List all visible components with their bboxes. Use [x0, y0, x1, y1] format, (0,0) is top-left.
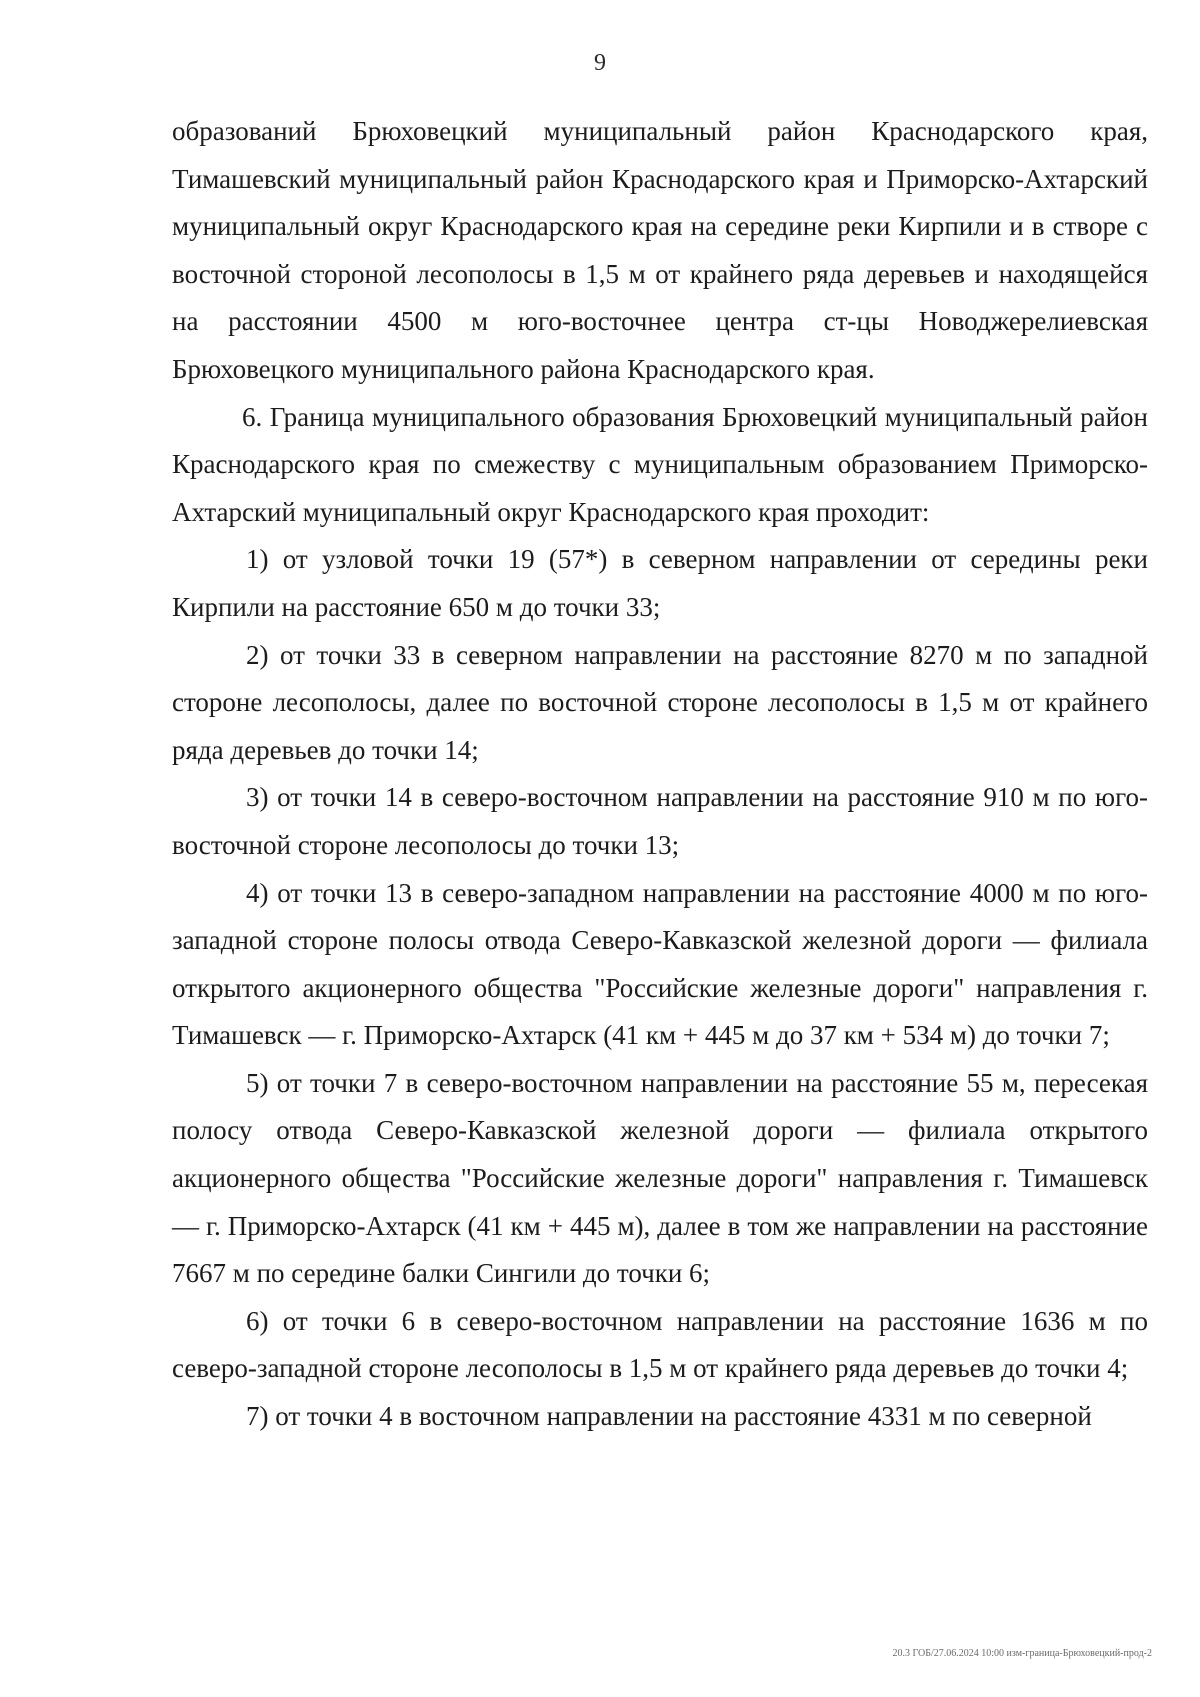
list-item-4: 4) от точки 13 в северо-западном направлении на расстояние 4000 м по юго-западной стороне полосы отвода Северо-Кавказской железной дороги — филиала открытого акционерного общества "Российские железные дороги" направления г. Тимашевск — г. Приморско-Ахтарск (41 км + 445 м до 37 км + 534 м) до точки 7;: [172, 877, 1148, 1051]
list-item-6: 6) от точки 6 в северо-восточном направлении на расстояние 1636 м по северо-западной стороне лесополосы в 1,5 м от крайнего ряда деревьев до точки 4;: [172, 1305, 1148, 1384]
list-item-5: 5) от точки 7 в северо-восточном направлении на расстояние 55 м, пересекая полосу отвода Северо-Кавказской железной дороги — филиала открытого акционерного общества "Российские железные дороги" направления г. Тимашевск — г. Приморско-Ахтарск (41 км + 445 м), далее в том же направлении на расстояние 7667 м по середине балки Сингили до точки 6;: [172, 1067, 1148, 1289]
page-number: 9: [594, 50, 606, 76]
list-item-1: 1) от узловой точки 19 (57*) в северном направлении от середины реки Кирпили на расстояние 650 м до точки 33;: [172, 544, 1148, 622]
document-body: [172, 108, 1148, 1441]
paragraph-section-6: 6. Граница муниципального образования Брюховецкий муниципальный район Краснодарского края по смежеству с муниципальным образованием Приморско-Ахтарский муниципальный округ Краснодарского края проходит:: [172, 401, 1148, 527]
list-item-7: 7) от точки 4 в восточном направлении на расстояние 4331 м по северной: [246, 1401, 1092, 1432]
list-item-3: 3) от точки 14 в северо-восточном направлении на расстояние 910 м по юго-восточной стороне лесополосы до точки 13;: [172, 782, 1148, 860]
document-footer-code: 20.3 ГОБ/27.06.2024 10:00 изм-граница-Брюховецкий-прод-2: [892, 1648, 1152, 1659]
list-item-2: 2) от точки 33 в северном направлении на расстояние 8270 м по западной стороне лесополосы, далее по восточной стороне лесополосы в 1,5 м от крайнего ряда деревьев до точки 14;: [172, 639, 1148, 765]
paragraph-continuation: образований Брюховецкий муниципальный район Краснодарского края, Тимашевский муниципальный район Краснодарского края и Приморско-Ахтарский муниципальный округ Краснодарского края на середине реки Кирпили и в створе с восточной стороной лесополосы в 1,5 м от крайнего ряда деревьев и находящейся на расстоянии 4500 м юго-восточнее центра ст-цы Новоджерелиевская Брюховецкого муниципального района Краснодарского края.: [172, 116, 1148, 384]
